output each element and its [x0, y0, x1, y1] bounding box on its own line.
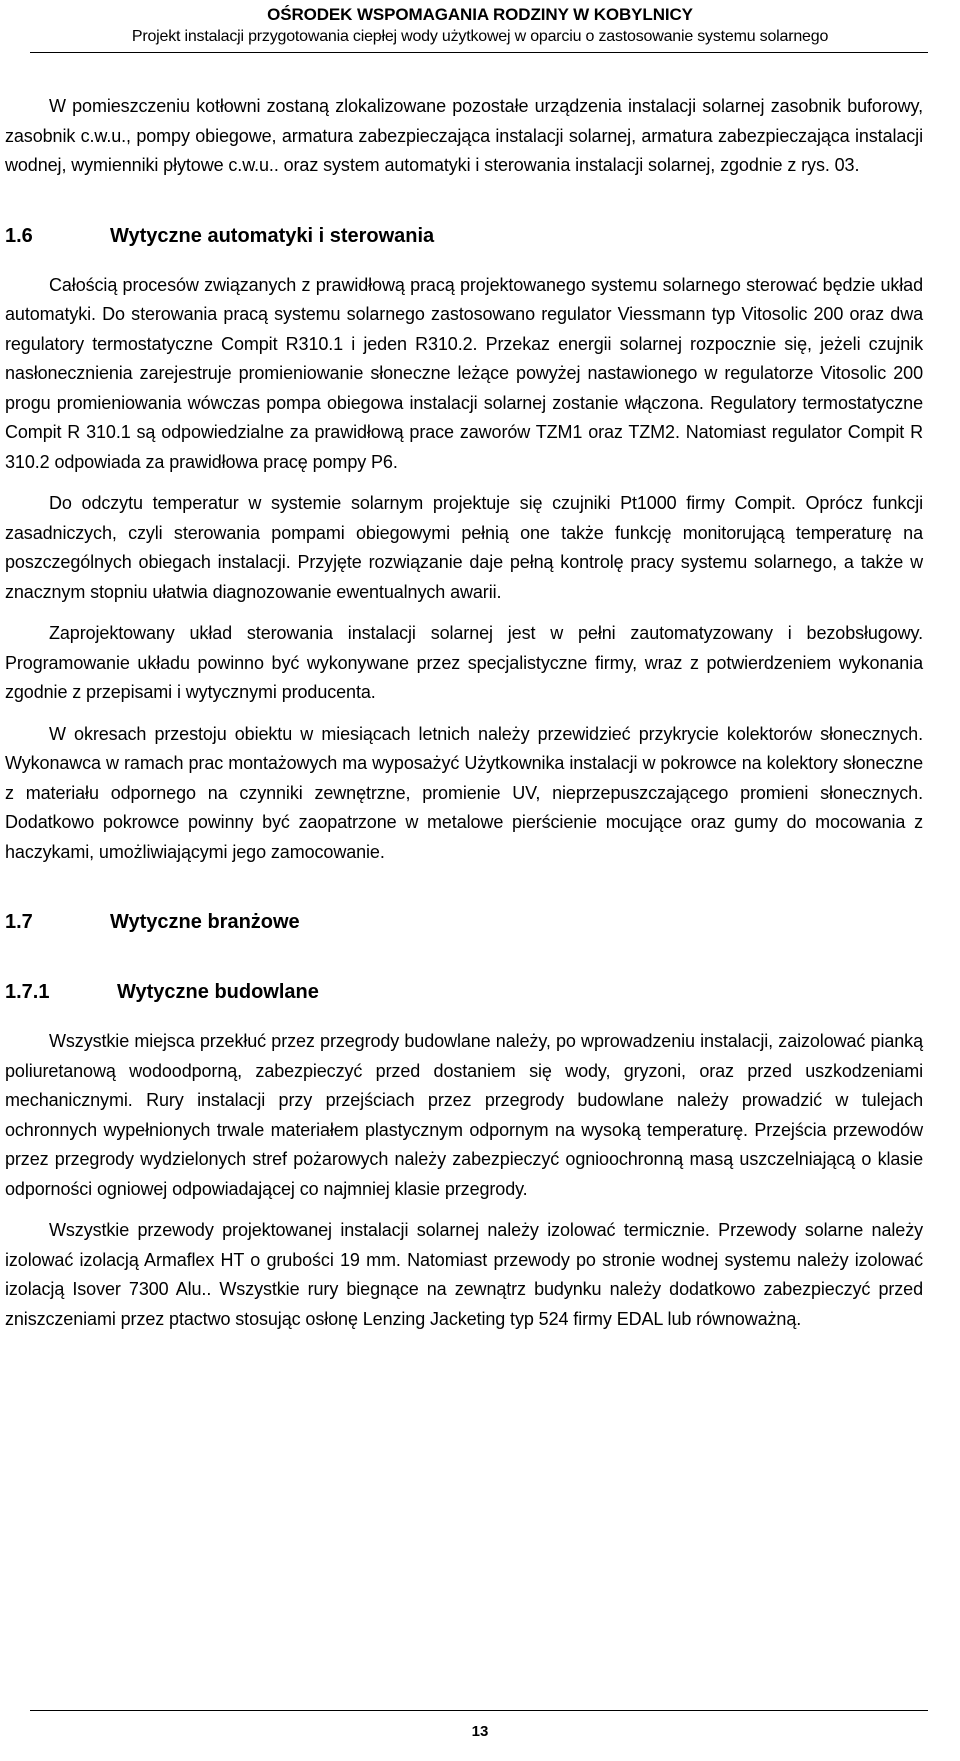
header-project-title: Projekt instalacji przygotowania ciepłej wody użytkowej w oparciu o zastosowanie systemu solarnego — [131, 28, 829, 45]
section-number: 1.6 — [5, 224, 33, 247]
intro-paragraph: W pomieszczeniu kotłowni zostaną zlokalizowane pozostałe urządzenia instalacji solarnej zasobnik buforowy, zasobnik c.w.u., pompy obiegowe, armatura zabezpieczająca instalacji solarnej, armatura zabezpieczająca instalacji wodnej, wymienniki płytowe c.w.u.. oraz system automatyki i sterowania instalacji solarnej, zgodnie z rys. 03. — [5, 96, 923, 175]
paragraph-control-system: Zaprojektowany układ sterowania instalacji solarnej jest w pełni zautomatyzowany i bezobsługowy. Programowanie układu powinno być wykonywane przez specjalistyczne firmy, wraz z potwierdzeniem wykonania zgodnie z przepisami i wytycznymi producenta. — [5, 623, 923, 702]
page-number: 13 — [471, 1723, 489, 1740]
footer-divider — [30, 1710, 928, 1711]
header-divider — [30, 52, 928, 53]
paragraph-pipe-insulation: Wszystkie przewody projektowanej instalacji solarnej należy izolować termicznie. Przewody solarne należy izolować izolacją Armaflex HT o grubości 19 mm. Natomiast przewody po stronie wodnej systemu należy izolować izolacją Isover 7300 Alu.. Wszystkie rury biegnące na zewnątrz budynku należy dodatkowo zabezpieczyć przed zniszczeniami przez ptactwo stosując osłonę Lenzing Jacketing typ 524 firmy EDAL lub równoważną. — [5, 1220, 923, 1329]
section-heading-1-7-1 — [5, 977, 923, 1007]
section-heading-1-6 — [5, 221, 923, 251]
section-number: 1.7.1 — [5, 981, 50, 1003]
document-body — [5, 92, 923, 1334]
header-organization: OŚRODEK WSPOMAGANIA RODZINY W KOBYLNICY — [267, 5, 693, 24]
section-number: 1.7 — [5, 911, 33, 933]
paragraph-building-penetrations: Wszystkie miejsca przekłuć przez przegrody budowlane należy, po wprowadzeniu instalacji, zaizolować pianką poliuretanową wodoodporną, zabezpieczyć przed dostaniem się wody, gryzoni, oraz przed uszkodzeniami mechanicznymi. Rury instalacji przy przejściach przez przegrody budowlane należy prowadzić w tulejach ochronnych wypełnionych trwale materiałem plastycznym odpornym na wysoką temperaturę. Przejścia przewodów przez przegrody wydzielonych stref pożarowych należy zabezpieczyć ognioochronną masą uszczelniającą o klasie odporności ogniowej odpowiadającej co najmniej klasie przegrody. — [5, 1031, 923, 1199]
section-title: Wytyczne budowlane — [117, 981, 319, 1003]
paragraph-collector-covers: W okresach przestoju obiektu w miesiącach letnich należy przewidzieć przykrycie kolektorów słonecznych. Wykonawca w ramach prac montażowych ma wyposażyć Użytkownika instalacji w pokrowce na kolektory słoneczne z materiału odpornego na czynniki zewnętrzne, promienie UV, nieprzepuszczającego promieni słonecznych. Dodatkowo pokrowce powinny być zaopatrzone w metalowe pierścienie mocujące oraz gumy do mocowania z haczykami, umożliwiającymi jego zamocowanie. — [5, 723, 923, 862]
paragraph-temperature-sensors: Do odczytu temperatur w systemie solarnym projektuje się czujniki Pt1000 firmy Compit. Oprócz funkcji zasadniczych, czyli sterowania pompami obiegowymi pełnią one także funkcję monitorującą temperaturę na poszczególnych obiegach instalacji. Przyjęte rozwiązanie daje pełną kontrolę pracy systemu solarnego, a także w znacznym stopniu ułatwia diagnozowanie ewentualnych awarii. — [5, 493, 923, 602]
section-heading-1-7 — [5, 907, 923, 937]
section-title: Wytyczne branżowe — [110, 911, 300, 933]
paragraph-automation-overview: Całością procesów związanych z prawidłową pracą projektowanego systemu solarnego sterować będzie układ automatyki. Do sterowania pracą systemu solarnego zastosowano regulator Viessmann typ Vitosolic 200 oraz dwa regulatory termostatyczne Compit R310.1 i jeden R310.2. Przekaz energii solarnej rozpocznie się, jeżeli czujnik nasłonecznienia zarejestruje promieniowanie słoneczne leżące powyżej nastawionego w regulatorze Vitosolic 200 progu promieniowania wówczas pompa obiegowa instalacji solarnej zostanie włączona. Regulatory termostatyczne Compit R 310.1 są odpowiedzialne za prawidłową prace zaworów TZM1 oraz TZM2. Natomiast regulator Compit R 310.2 odpowiada za prawidłowa pracę pompy P6. — [5, 274, 923, 472]
section-title: Wytyczne automatyki i sterowania — [110, 224, 435, 247]
page-header — [0, 4, 960, 48]
